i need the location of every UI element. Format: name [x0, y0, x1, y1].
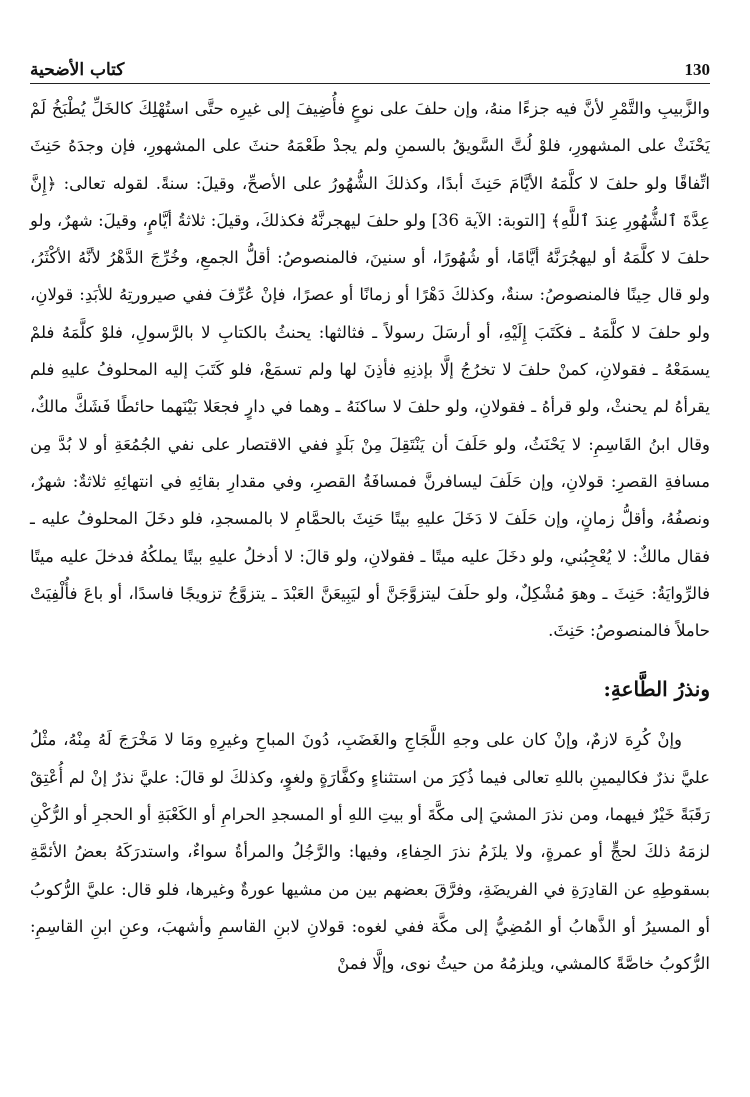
paragraph: وإنْ كُرِهَ لازمٌ، وإنْ كان على وجهِ اللَّجَاجِ والغَضَبِ، دُونَ المباحِ وغيرِهِ ومَا لا مَخْرَجَ لَهُ مِنْهُ، مثْلُ عليَّ نذرٌ فكاليمينِ باللهِ تعالى فيما ذُكِرَ من استثناءٍ وكفَّارَةٍ ولغوٍ، وكذلكَ لو قالَ: عليَّ نذرٌ إنْ لم أُعْتِقْ رَقَبَةً خَيْرٌ فيهما، ومن نذرَ المشيَ إلى مكَّةَ أو بيتِ اللهِ أو المسجدِ الحرامِ أو الكَعْبَةِ أو الحجرِ أو الرُّكْنِ لزمَهُ ذلكَ لحجٍّ أو عمرةٍ، ولا يلزَمُ نذرَ الحِفاءِ، وفيها: والرَّجُلُ والمرأةُ سواءٌ، واستدرَكَهُ بعضُ الأئمَّةِ بسقوطِهِ عن القادِرَةِ في الفريضَةِ، وفرَّقَ بعضهم بين من مشيها عورةٌ وغيرها، فلو قال: عليَّ الرُّكوبُ أو المسيرُ أو الذَّهابُ أو المُضِيُّ إلى مكَّة ففي لغوه: قولانِ لابنِ القاسمِ وأشهبَ، وعنِ ابنِ القاسِمِ: الرُّكوبُ خاصَّةً كالمشي، ويلزمُهُ من حيثُ نوى، وإلَّا فمنْ	[30, 730, 710, 974]
page-header	[30, 40, 710, 80]
header-rule	[30, 83, 710, 84]
section-heading: ونذرُ الطَّاعةِ:	[603, 677, 710, 702]
running-title: كتاب الأضحية	[30, 60, 125, 80]
paragraph: والزَّبيبِ والتَّمْرِ لأنَّ فيه جزءًا منهُ، وإن حلفَ على نوعٍ فأُضِيفَ إلى غيرِه حتَّى استُهْلِكَ كالخَلِّ يُطْبَخُ لَمْ يَحْنَثْ على المشهورِ، فلوْ لُتَّ السَّويقُ بالسمنِ ولم يجدْ طَعْمَهُ حنثَ على المشهورِ، فإن وجدَهُ حَنِثَ اتِّفاقًا ولو حلفَ لا كلَّمَهُ الأيَّامَ حَنِثَ أبدًا، وكذلكَ الشُّهُورُ على الأصحِّ، وقيلَ: سنةً. لقوله تعالى: ﴿إِنَّ عِدَّةَ ٱلشُّهُورِ عِندَ ٱللَّهِ﴾ [التوبة: الآية 36] ولو حلفَ ليهجرنَّهُ فكذلكَ، وقيلَ: ثلاثةُ أيَّامٍ، وقيلَ: شهرٌ، ولو حلفَ لا كلَّمَهُ أو ليهجُرَنَّهُ أيَّامًا، أو شُهُورًا، أو سنينَ، فالمنصوصُ: أقلُّ الجمعِ، وخُرِّجَ الدَّهْرُ لأنَّهُ الأكْثَرُ، ولو قال حِينًا فالمنصوصُ: سنةٌ، وكذلكَ دَهْرًا أو زمانًا أو عصرًا، فإنْ عُرِّفَ ففي صيرورتِهُ للأبَدِ: قولانِ، ولو حلفَ لا كلَّمَهُ ـ فكَتَبَ إِلَيْهِ، أو أرسَلَ رسولاً ـ فثالثها: يحنثُ بالكتابِ لا بالرَّسولِ، فلوْ كلَّمَهُ فلمْ يسمَعْهُ ـ فقولانِ، كمنْ حلفَ لا تخرُجُ إلَّا بإذنِهِ فأذِنَ لها ولم تسمَعْ، فلو كَتَبَ إليه المحلوفُ عليهِ فلم يقرأهُ لم يحنثْ، ولو قرأهُ ـ فقولانِ، ولو حلفَ لا ساكنَهُ ـ وهما في دارٍ فجعَلا بَيْنَهما حائطًا فَشَكَّ مالكٌ، وقال ابنُ القَاسِمِ: لا يَحْنَثُ، ولو حَلَفَ أن يَنْتَقِلَ مِنْ بَلَدٍ ففي الاقتصار على نفي الجُمُعَةِ أو لا بُدَّ مِن مسافةِ القصرِ: قولانِ، وإن حَلَفَ ليسافرنَّ فمسافَةُ القصرِ، وفي مقدارِ بقائِهِ في انتهائِهِ ثلاثةٌ: شهرٌ، ونصفُهُ، وأقلُّ زمانٍ، وإن حَلَفَ لا دَخَلَ عليهِ بيتًا حَنِثَ بالحمَّامِ لا بالمسجدِ، فلو دخَلَ المحلوفُ عليه ـ فقال مالكٌ: لا يُعْجِبُني، ولو دخَلَ عليه ميتًا ـ فقولانِ، ولو قالَ: لا أدخلُ عليهِ بيتًا يملكُهُ فدخلَ عليه ميتًا فالرِّوايَةُ: حَنِثَ ـ وهوَ مُشْكِلٌ، ولو حلَفَ ليتزوَّجَنَّ أو ليَبِيعَنَّ العَبْدَ ـ يتزوَّجُ تزويجًا فاسدًا، أو باعَ فأُلْفِيَتْ حاملاً فالمنصوصُ: حَنِثَ.	[30, 99, 711, 641]
main-text	[30, 90, 710, 1067]
page-number: 130	[684, 60, 710, 79]
